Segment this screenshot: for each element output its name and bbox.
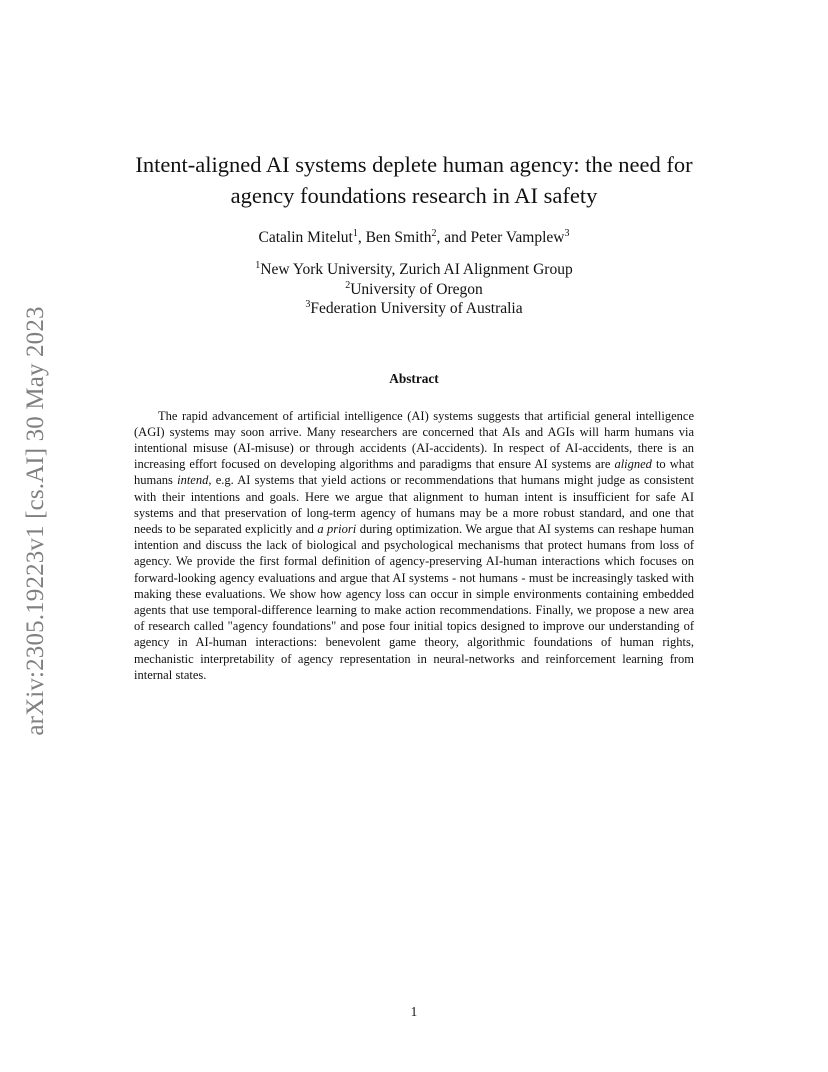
author-name: Peter Vamplew [470,229,565,246]
affiliation-1 [170,260,658,280]
abstract-emphasis-aligned: aligned [614,457,652,472]
affiliation-marker: 2 [345,279,351,291]
abstract-paragraph [134,408,694,683]
affiliation-text: New York University, Zurich AI Alignment Group [260,261,573,278]
affiliation-text: University of Oregon [350,280,483,298]
author-affiliation-marker: 3 [564,228,570,239]
affiliation-3 [170,299,658,319]
arxiv-identifier-text: arXiv:2305.19223v1 [cs.AI] 30 May 2023 [22,306,49,736]
abstract-text-part-3: , e.g. AI systems that yield actions or recommendations that humans might judge as consistent with their intentions and goals. Here we argue that alignment to human intent is insufficient for safe AI systems and that preservation of long-term agency of humans may be a more robust standard, and one that needs to be separated explicitly and [134,473,694,536]
affiliation-2 [170,280,658,300]
author-name: Ben Smith [365,229,432,246]
affiliation-marker: 1 [255,260,261,271]
author-name: Catalin Mitelut [258,229,353,246]
author-affiliation-marker: 2 [431,228,437,239]
affiliation-list [170,260,658,319]
abstract-heading: Abstract [389,371,439,386]
paper-title-line-2: agency foundations research in AI safety [230,183,598,208]
author-separator: , [357,229,366,246]
abstract-text-part-2: to what humans [134,457,695,488]
page-number: 1 [410,1004,418,1019]
abstract-emphasis-intend: intend [177,473,209,488]
abstract-text-part-1: The rapid advancement of artificial intelligence (AI) systems suggests that artificial general intelligence (AGI) systems may soon arrive. Many researchers are concerned that AIs and AGIs will harm humans via intentional misuse (AI-misuse) or through accidents (AI-accidents). In respect of AI-accidents, there is an increasing effort focused on developing algorithms and paradigms that ensure AI systems are [134,408,694,472]
paper-title [104,149,724,211]
affiliation-marker: 3 [305,299,311,310]
paper-title-line-1: Intent-aligned AI systems deplete human agency: the need for [135,152,693,177]
author-1 [259,229,366,246]
abstract-text-part-4: during optimization. We argue that AI systems can reshape human intention and discuss the lack of biological and psychological mechanisms that protect humans from loss of agency. We provide the first formal definition of agency-preserving AI-human interactions which focuses on forward-looking agency evaluations and argue that AI systems - not humans - must be increasingly tasked with making these evaluations. We show how agency loss can occur in simple environments containing embedded agents that use temporal-difference learning to make action recommendations. Finally, we propose a new area of research called "agency foundations" and pose four initial topics designed to improve our understanding of agency in AI-human interactions: benevolent game theory, algorithmic foundations of human rights, mechanistic interpretability of agency representation in neural-networks and reinforcement learning from internal states. [134,521,695,682]
abstract-emphasis-a-priori: a priori [317,521,357,536]
author-3 [470,229,569,246]
author-separator: , and [436,229,471,246]
author-2 [366,229,471,246]
author-affiliation-marker: 1 [352,228,358,239]
affiliation-text: Federation University of Australia [310,300,523,317]
author-list [150,228,678,248]
arxiv-identifier-stamp [24,284,48,758]
